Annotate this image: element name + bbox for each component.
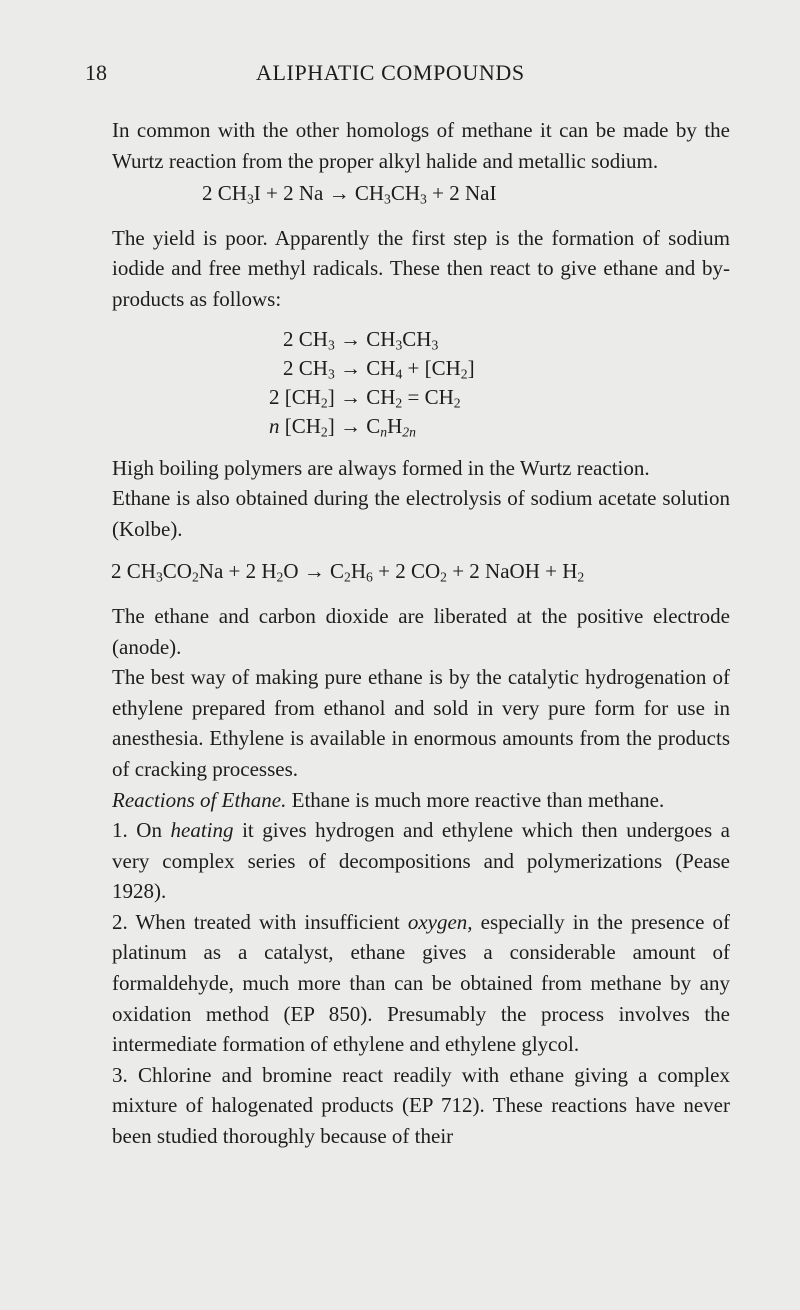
equation-radical-4: n $[CH_2] \to C_nH_{2n}$ bbox=[269, 413, 416, 439]
equation-kolbe: 2 $CH_3CO_2Na + 2$ $H_2O \to C_2H_6 + 2$ $CO_2 + 2$ NaOH + $H_2$ bbox=[111, 559, 585, 585]
equation-radical-3: 2 $[CH_2] \to CH_2 = CH_2$ bbox=[269, 384, 461, 410]
equation-wurtz: 2 $CH_3I + 2$ $Na \to CH_3CH_3 + 2$ NaI bbox=[202, 181, 497, 207]
paragraph: The yield is poor. Apparently the first step is the formation of sodium iodide and free methyl radicals. These then react to give ethane and by-products as follows: bbox=[112, 225, 730, 311]
section-heading: Reactions of Ethane. bbox=[112, 787, 287, 812]
page-number: 18 bbox=[85, 60, 107, 85]
equation-block-radicals bbox=[0, 325, 800, 441]
paragraph: High boiling polymers are always formed in the Wurtz reaction. bbox=[112, 455, 650, 480]
equation-radical-2: 2 $CH_3 \to CH_4 + [CH_2]$ bbox=[283, 355, 475, 381]
page-body bbox=[0, 115, 800, 1152]
list-item: 2. When treated with insufficient oxygen, especially in the presence of platinum as a catalyst, ethane gives a considerable amount of formaldehyde, much more than can be obtained from methane by any oxidation method (EP 850). Presumably the process involves the intermediate formation of ethylene and ethylene glycol. bbox=[112, 909, 731, 1057]
list-item: 3. Chlorine and bromine react readily with ethane giving a complex mixture of halogenated products (EP 712). These reactions have never been studied thoroughly because of their bbox=[112, 1062, 730, 1149]
paragraph: In common with the other homologs of methane it can be made by the Wurtz reaction from the proper alkyl halide and metallic sodium. bbox=[112, 118, 730, 173]
equation-radical-1: 2 $CH_3 \to CH_3CH_3$ bbox=[283, 326, 439, 352]
list-item: 1. On heating it gives hydrogen and ethylene which then undergoes a very complex series of decompositions and polymerizations (Pease 1928). bbox=[112, 818, 730, 904]
paragraph-reactions: Reactions of Ethane. Ethane is much more reactive than methane. bbox=[112, 787, 665, 812]
paragraph: Ethane is also obtained during the electrolysis of sodium acetate solution (Kolbe). bbox=[112, 486, 730, 541]
paragraph: The ethane and carbon dioxide are liberated at the positive electrode (anode). bbox=[112, 603, 730, 659]
paragraph: The best way of making pure ethane is by the catalytic hydrogenation of ethylene prepared from ethanol and sold in very pure form for use in anesthesia. Ethylene is available in enormous amounts from the products of cracking processes. bbox=[112, 665, 730, 781]
running-head: ALIPHATIC COMPOUNDS bbox=[256, 60, 525, 85]
page-header bbox=[85, 60, 723, 90]
